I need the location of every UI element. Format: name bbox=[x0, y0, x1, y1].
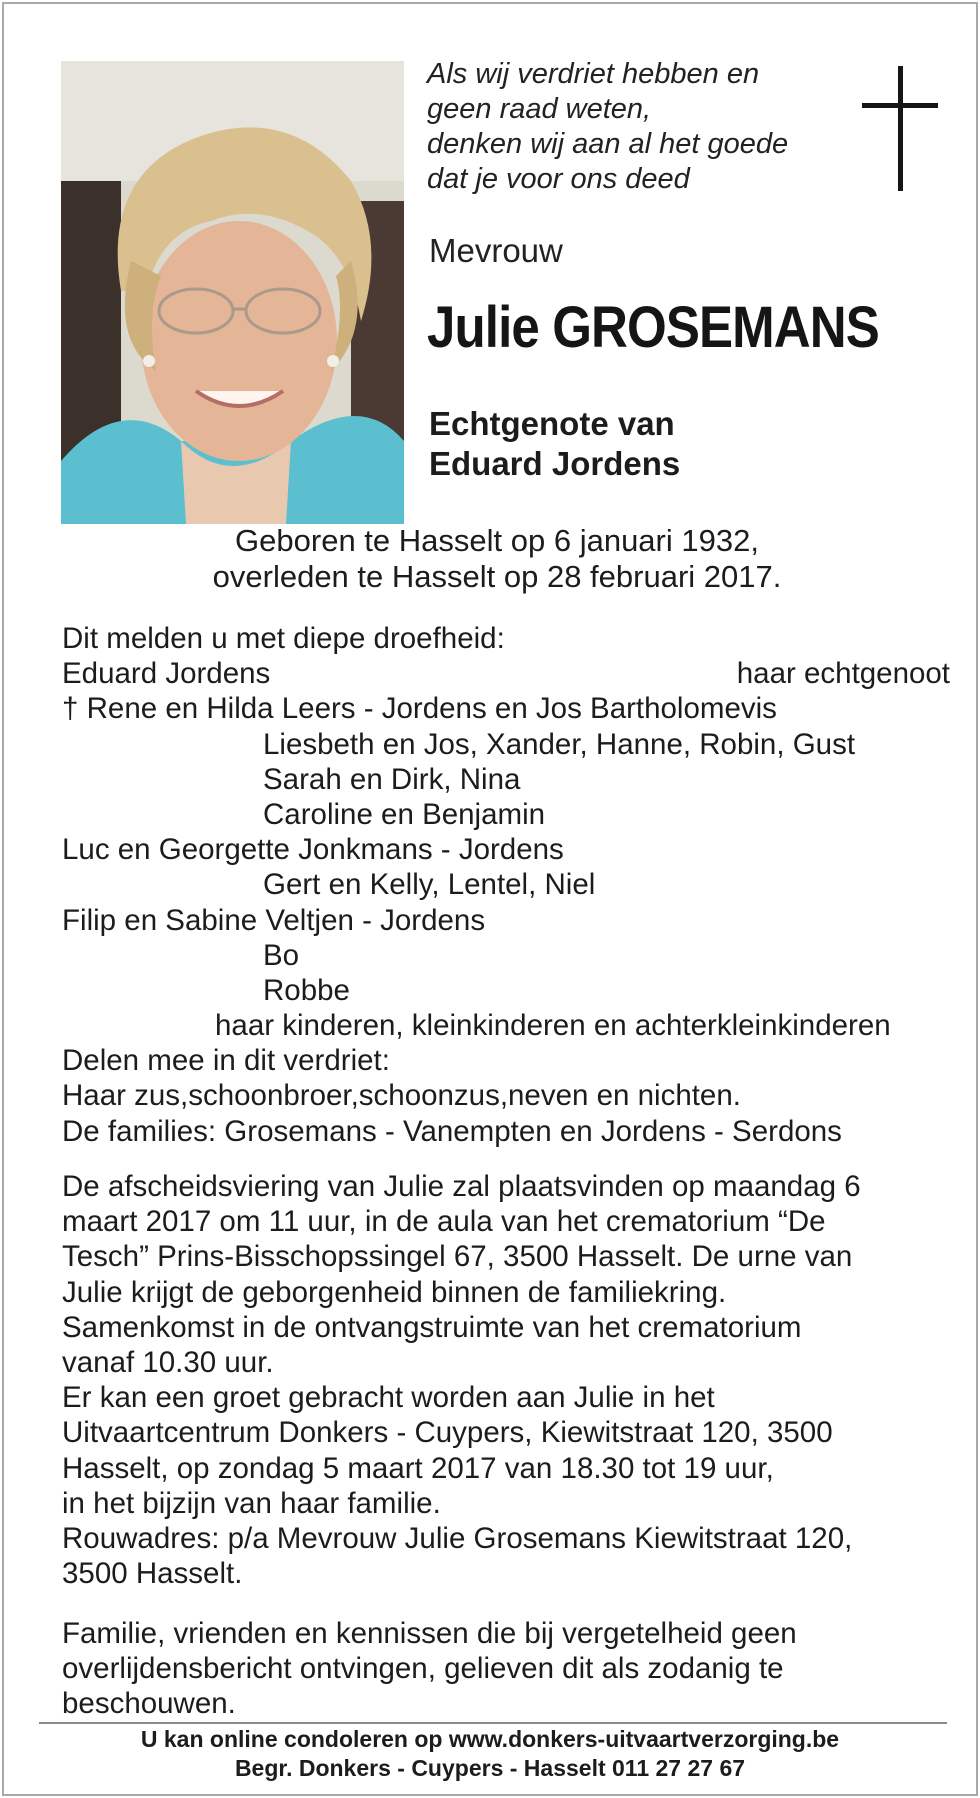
obituary-card bbox=[2, 2, 978, 1796]
husband-name: Eduard Jordens bbox=[62, 657, 271, 691]
family-intro: Dit melden u met diepe droefheid: bbox=[62, 622, 505, 655]
share-intro: Delen mee in dit verdriet: bbox=[62, 1044, 390, 1078]
spouse-label: Echtgenote van bbox=[429, 405, 675, 442]
ceremony-line: Tesch” Prins-Bisschopssingel 67, 3500 Hasselt. De urne van bbox=[62, 1240, 853, 1274]
grandchildren-line: Bo bbox=[263, 938, 300, 972]
ceremony-line: Uitvaartcentrum Donkers - Cuypers, Kiewitstraat 120, 3500 bbox=[62, 1416, 833, 1450]
portrait-image bbox=[61, 61, 404, 524]
ceremony-line: vanaf 10.30 uur. bbox=[62, 1346, 274, 1380]
child-couple: Filip en Sabine Veltjen - Jordens bbox=[62, 903, 486, 937]
funeral-home-line: Begr. Donkers - Cuypers - Hasselt 011 27 27 67 bbox=[234, 1755, 746, 1781]
ceremony-line: in het bijzijn van haar familie. bbox=[62, 1486, 441, 1520]
deceased-name: Julie GROSEMANS bbox=[427, 295, 879, 360]
grandchildren-line: Sarah en Dirk, Nina bbox=[263, 762, 521, 796]
families-line: De families: Grosemans - Vanempten en Jordens - Serdons bbox=[62, 1114, 842, 1148]
ceremony-line: Samenkomst in de ontvangstruimte van het crematorium bbox=[62, 1310, 802, 1344]
ceremony-line: Julie krijgt de geborgenheid binnen de familiekring. bbox=[62, 1275, 727, 1309]
spouse-name: Eduard Jordens bbox=[429, 445, 681, 482]
ceremony-text bbox=[62, 1169, 942, 1591]
child-couple: Luc en Georgette Jonkmans - Jordens bbox=[62, 833, 564, 867]
spouse-info bbox=[429, 404, 680, 484]
footer bbox=[4, 1725, 976, 1783]
family-list bbox=[62, 621, 950, 1149]
poem-line: denken wij aan al het goede bbox=[427, 128, 789, 160]
salutation: Mevrouw bbox=[429, 232, 563, 269]
notice-line: Familie, vrienden en kennissen die bij vergetelheid geen bbox=[62, 1617, 797, 1650]
ceremony-line: maart 2017 om 11 uur, in de aula van het crematorium “De bbox=[62, 1205, 826, 1239]
husband-row bbox=[62, 656, 950, 691]
poem-line: dat je voor ons deed bbox=[427, 163, 690, 195]
ceremony-line: Rouwadres: p/a Mevrouw Julie Grosemans Kiewitstraat 120, bbox=[62, 1522, 853, 1556]
death-line: overleden te Hasselt op 28 februari 2017. bbox=[212, 559, 782, 594]
ceremony-line: Er kan een groet gebracht worden aan Julie in het bbox=[62, 1381, 715, 1415]
grandchildren-line: Gert en Kelly, Lentel, Niel bbox=[263, 868, 596, 902]
husband-role: haar echtgenoot bbox=[736, 657, 950, 691]
birth-line: Geboren te Hasselt op 6 januari 1932, bbox=[235, 523, 759, 558]
footer-divider bbox=[39, 1722, 947, 1724]
ceremony-line: 3500 Hasselt. bbox=[62, 1557, 243, 1591]
notice-line: beschouwen. bbox=[62, 1687, 236, 1721]
poem-line: geen raad weten, bbox=[427, 93, 652, 125]
relatives-line: Haar zus,schoonbroer,schoonzus,neven en nichten. bbox=[62, 1079, 741, 1113]
ceremony-line: De afscheidsviering van Julie zal plaatsvinden op maandag 6 bbox=[62, 1170, 861, 1203]
notice-text bbox=[62, 1616, 942, 1722]
notice-line: overlijdensbericht ontvingen, gelieven dit als zodanig te bbox=[62, 1652, 784, 1686]
children-role: haar kinderen, kleinkinderen en achterkleinkinderen bbox=[215, 1009, 891, 1043]
condolence-line: U kan online condoleren op www.donkers-uitvaartverzorging.be bbox=[140, 1726, 840, 1752]
portrait-photo bbox=[61, 61, 404, 524]
ceremony-line: Hasselt, op zondag 5 maart 2017 van 18.30 tot 19 uur, bbox=[62, 1451, 774, 1485]
birth-death-dates bbox=[4, 523, 976, 595]
cross-icon bbox=[862, 66, 938, 191]
grandchildren-line: Robbe bbox=[263, 973, 350, 1007]
grandchildren-line: Caroline en Benjamin bbox=[263, 797, 546, 831]
poem bbox=[427, 57, 807, 197]
poem-line: Als wij verdriet hebben en bbox=[427, 58, 760, 90]
child-couple: † Rene en Hilda Leers - Jordens en Jos Bartholomevis bbox=[62, 692, 777, 726]
grandchildren-line: Liesbeth en Jos, Xander, Hanne, Robin, Gust bbox=[263, 727, 856, 761]
